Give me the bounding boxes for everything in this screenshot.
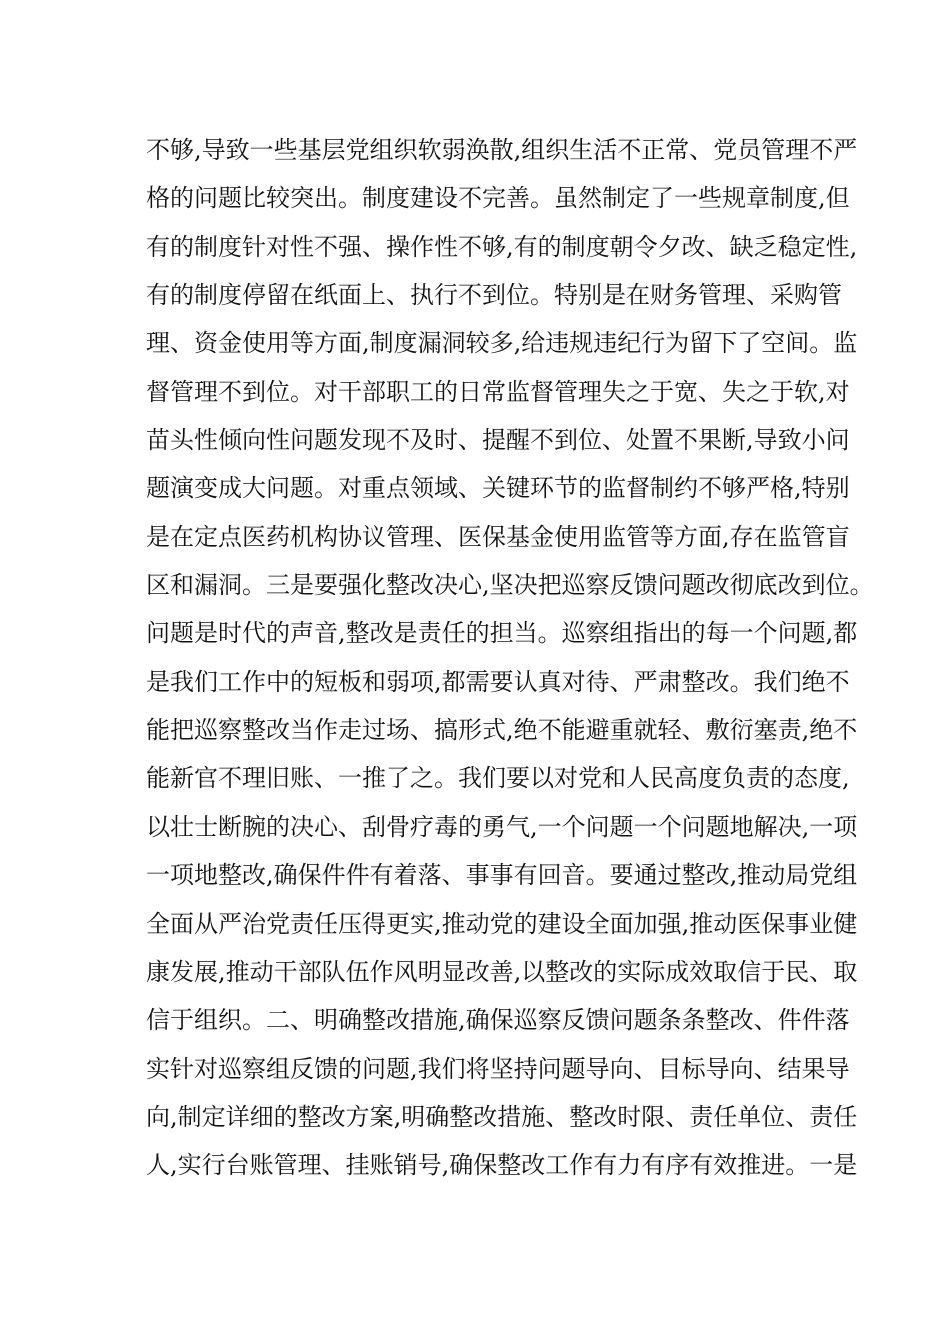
text-line: 人,实行台账管理、挂账销号,确保整改工作有力有序有效推进。一是: [146, 1151, 858, 1180]
document-body: [146, 128, 874, 1192]
text-line: 能把巡察整改当作走过场、搞形式,绝不能避重就轻、敷衍塞责,绝不: [146, 716, 858, 745]
text-line: 有的制度针对性不强、操作性不够,有的制度朝令夕改、缺乏稳定性,: [146, 232, 858, 261]
text-line: 格的问题比较突出。制度建设不完善。虽然制定了一些规章制度,但: [146, 184, 850, 213]
text-line: 能新官不理旧账、一推了之。我们要以对党和人民高度负责的态度,: [146, 764, 850, 793]
text-line: 题演变成大问题。对重点领域、关键环节的监督制约不够严格,特别: [146, 474, 850, 503]
text-line: 向,制定详细的整改方案,明确整改措施、整改时限、责任单位、责任: [146, 1102, 858, 1131]
text-line: 是在定点医药机构协议管理、医保基金使用监管等方面,存在监管盲: [146, 522, 850, 551]
text-line: 理、资金使用等方面,制度漏洞较多,给违规违纪行为留下了空间。监: [146, 329, 858, 358]
text-line: 问题是时代的声音,整改是责任的担当。巡察组指出的每一个问题,都: [146, 619, 858, 648]
text-line: 督管理不到位。对干部职工的日常监督管理失之于宽、失之于软,对: [146, 377, 850, 406]
text-line: 以壮士断腕的决心、刮骨疗毒的勇气,一个问题一个问题地解决,一项: [146, 812, 858, 841]
text-line: 苗头性倾向性问题发现不及时、提醒不到位、处置不果断,导致小问: [146, 426, 850, 455]
text-line: 一项地整改,确保件件有着落、事事有回音。要通过整改,推动局党组: [146, 861, 858, 890]
text-line: 有的制度停留在纸面上、执行不到位。特别是在财务管理、采购管: [146, 281, 842, 310]
text-line: 不够,导致一些基层党组织软弱涣散,组织生活不正常、党员管理不严: [146, 136, 858, 164]
text-line: 全面从严治党责任压得更实,推动党的建设全面加强,推动医保事业健: [146, 909, 858, 938]
text-line: 实针对巡察组反馈的问题,我们将坚持问题导向、目标导向、结果导: [146, 1054, 850, 1083]
text-line: 康发展,推动干部队伍作风明显改善,以整改的实际成效取信于民、取: [146, 957, 858, 986]
text-line: 区和漏洞。三是要强化整改决心,坚决把巡察反馈问题改彻底改到位。: [146, 571, 874, 600]
text-line: 是我们工作中的短板和弱项,都需要认真对待、严肃整改。我们绝不: [146, 667, 850, 696]
text-line: 信于组织。二、明确整改措施,确保巡察反馈问题条条整改、件件落: [146, 1006, 850, 1035]
